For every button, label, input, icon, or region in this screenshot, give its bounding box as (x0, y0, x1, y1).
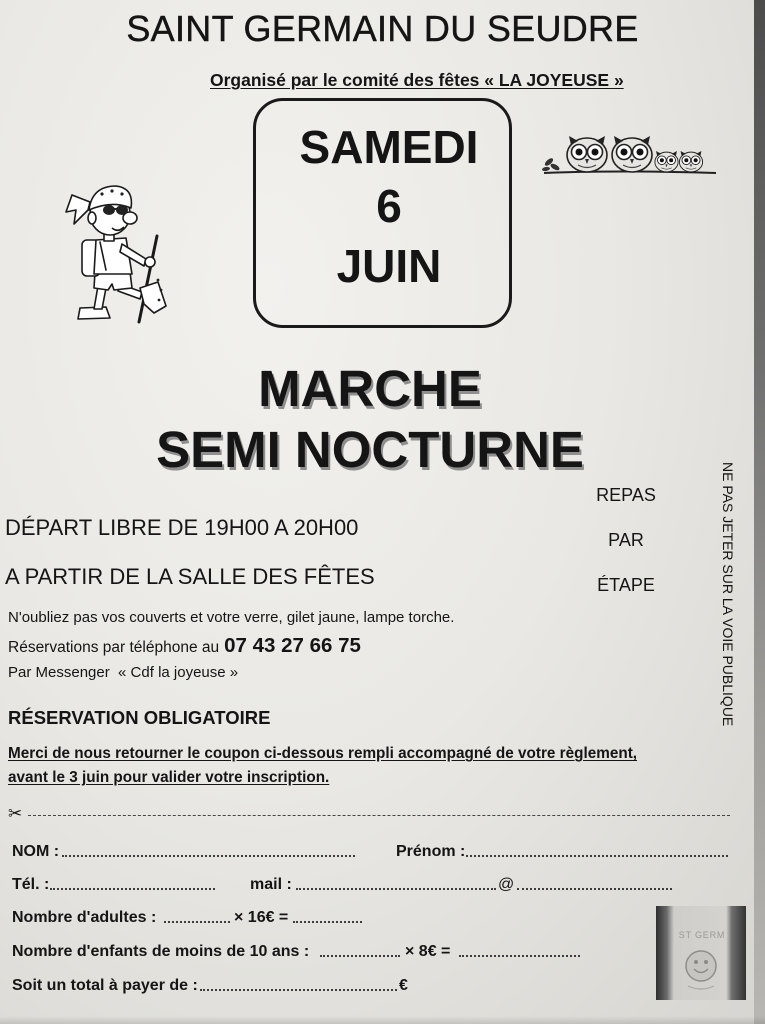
logo-glass-image (656, 906, 746, 1000)
event-title-line1: MARCHE (258, 360, 482, 417)
departure-time: DÉPART LIBRE DE 19H00 A 20H00 (5, 515, 359, 540)
hiker-icon (62, 180, 172, 325)
adults-amount-field (293, 921, 362, 923)
adults-label: Nombre d'adultes : (12, 909, 157, 926)
name-field (62, 855, 355, 857)
name-label: NOM : (12, 843, 60, 860)
page-bottom-shadow (0, 1016, 765, 1024)
phone-field-label: Tél. : (12, 876, 50, 893)
children-amount-field (459, 955, 580, 957)
total-currency: € (399, 977, 408, 994)
mail-domain-field (517, 888, 672, 890)
children-price: × 8€ = (405, 943, 451, 960)
date-day: 6 (376, 180, 402, 232)
children-count-field (320, 955, 400, 957)
organizer-line: Organisé par le comité des fêtes « LA JOYEUSE » (210, 70, 624, 90)
equipment-reminder: N'oubliez pas vos couverts et votre verre, gilet jaune, lampe torche. (8, 609, 455, 626)
cut-line (28, 815, 730, 816)
mail-label: mail : (250, 876, 292, 893)
phone-number: 07 43 27 66 75 (224, 634, 361, 657)
phone-reservation (8, 634, 361, 660)
first-name-label: Prénom : (396, 843, 466, 860)
side-notice: NE PAS JETER SUR LA VOIE PUBLIQUE (720, 462, 736, 727)
coupon-instruction: Merci de nous retourner le coupon ci-dessous rempli accompagné de votre règlement, (8, 745, 638, 762)
owl (655, 151, 678, 172)
phone-field (50, 888, 215, 890)
page-edge (754, 0, 765, 1024)
reservation-heading: RÉSERVATION OBLIGATOIRE (8, 707, 271, 728)
date-month: JUIN (336, 240, 442, 292)
owl (567, 136, 607, 172)
total-field (200, 989, 397, 991)
mail-user-field (296, 888, 496, 890)
phone-label: Réservations par téléphone au (8, 639, 220, 656)
messenger-contact: Par Messenger « Cdf la joyeuse » (8, 664, 239, 681)
meal-line: ÉTAPE (597, 575, 655, 595)
mail-at-sign: @ (498, 876, 515, 893)
glass-logo-text: ST GERM (678, 930, 726, 940)
logo-face-icon (686, 951, 716, 981)
scissors-icon: ✂ (8, 804, 23, 824)
adults-count-field (164, 921, 230, 923)
owl (612, 136, 652, 172)
coupon-instruction: avant le 3 juin pour valider votre inscription. (8, 769, 330, 786)
date-weekday: SAMEDI (299, 121, 479, 173)
adults-price: × 16€ = (234, 909, 289, 926)
first-name-field (466, 855, 728, 857)
town-title: SAINT GERMAIN DU SEUDRE (126, 8, 639, 49)
owl (679, 151, 702, 172)
children-label: Nombre d'enfants de moins de 10 ans : (12, 943, 310, 960)
meal-line: PAR (608, 530, 644, 550)
total-label: Soit un total à payer de : (12, 977, 198, 994)
event-title-line2: SEMI NOCTURNE (156, 421, 584, 478)
meal-line: REPAS (596, 485, 656, 505)
departure-location: A PARTIR DE LA SALLE DES FÊTES (5, 564, 375, 589)
owls-icon (542, 132, 717, 177)
